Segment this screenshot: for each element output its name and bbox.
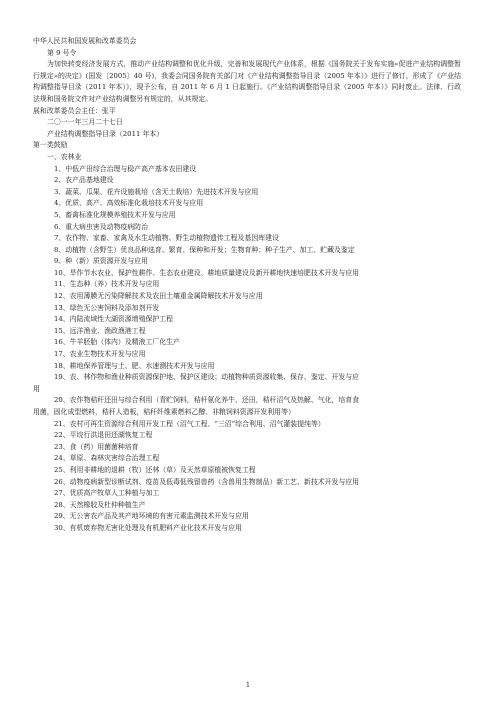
list-item: 23、食（药）用菌菌种培育	[54, 442, 139, 451]
catalog-title: 产业结构调整指导目录（2011 年本）	[47, 129, 164, 138]
list-item: 24、草原、森林灾害综合治理工程	[54, 454, 160, 463]
list-item: 16、牛羊胚胎（体内）及精液工厂化生产	[54, 338, 180, 347]
list-item: 10、旱作节水农业、保护性耕作、生态农业建设、耕地质量建设及新开耕地快速培肥技术开发与应用	[54, 268, 360, 277]
list-item: 8、动植物（含野生）优良品种选育、繁育、保种和开发；生物育种；种子生产、加工、贮藏及鉴定	[54, 245, 355, 254]
list-item: 3、蔬菜、瓜果、花卉设施栽培（含无土栽培）先进技术开发与应用	[54, 187, 259, 196]
list-item: 12、农用薄膜无污染降解技术及农田土壤重金属降解技术开发与应用	[54, 292, 263, 301]
list-item: 4、优质、高产、高效标准化栽培技术开发与应用	[54, 199, 204, 208]
list-item: 9、种（新）质资源开发与应用	[54, 257, 148, 266]
category-heading: 第一类鼓励	[33, 141, 68, 150]
page-number: 1	[245, 681, 251, 689]
list-item: 14、内陆流域性大湖资源增殖保护工程	[54, 315, 174, 324]
list-item: 17、农业生物技术开发与应用	[54, 350, 146, 359]
signature-line: 展和改革委员会主任：张平	[33, 106, 116, 115]
list-item: 29、无公害农产品及其产地环境的有害元素监测技术开发与应用	[54, 512, 249, 521]
list-item: 30、有机废弃物无害化处理及有机肥料产业化技术开发与应用	[54, 523, 242, 532]
list-item: 7、农作物、家畜、家禽及水生动植物、野生动植物遗传工程及基因库建设	[54, 234, 279, 243]
order-number: 第 9 号令	[47, 48, 77, 57]
list-item: 22、平垸行洪退田还湖恢复工程	[54, 431, 153, 440]
list-item: 1、中低产田综合治理与稳产高产基本农田建设	[54, 164, 197, 173]
list-item-continuation: 用菌，固化成型燃料，秸秆人造板，秸秆纤维素燃料乙醇、非粮饲料资源开发利用等）	[33, 408, 295, 416]
list-item: 13、绿色无公害饲料及添加剂开发	[54, 303, 160, 312]
list-item: 27、优质高产牧草人工种植与加工	[54, 489, 160, 498]
list-item: 2、农产品基地建设	[54, 176, 114, 185]
list-item: 28、天然橡胶及杜仲种植生产	[54, 500, 146, 509]
issuing-organization: 中华人民共和国发展和改革委员会	[33, 37, 137, 45]
list-item: 26、动物疫病新型诊断试剂、疫苗及低毒低残留兽药（含兽用生物制品）新工艺、新技术开发与应用	[54, 477, 360, 486]
intro-paragraph: 为加快转变经济发展方式，推动产业结构调整和优化升级，完善和发展现代产业体系，根据《国务院关于发布实施«促进产业结构调整暂行规定»的决定》(国发〔2005〕40 号)，我委会同国务院有关部门对《产业结构调整指导目录（2005 年本）》进行了修订，形成了《产业结构调整指导目录（2011 年本）》，现予公布，自 2011 年 6 月 1 日起施行。《产业结构调整指导目录（2005 年本）》同时废止。法律、行政法规和国务院文件对产业结构调整另有规定的，从其规定。	[33, 60, 461, 103]
section-heading: 一、农林业	[47, 152, 82, 161]
document-body	[33, 36, 461, 535]
list-item: 5、畜禽标准化规模养殖技术开发与应用	[54, 210, 176, 219]
list-item: 19、农、林作物和渔业种质资源保护地、保护区建设；动植物种质资源收集、保存、鉴定、开发与应	[54, 373, 360, 382]
list-item: 6、重大病虫害及动物疫病防治	[54, 222, 148, 231]
list-item-continuation: 用	[33, 384, 40, 393]
list-item: 20、农作物秸秆还田与综合利用（青贮饲料，秸秆氨化养牛、还田，秸秆沼气及热解、气化，培育食	[54, 396, 360, 405]
list-item: 25、利用非耕地的退耕（牧）还林（草）及天然草原植被恢复工程	[54, 465, 256, 474]
list-item: 15、远洋渔业、渔政渔港工程	[54, 326, 146, 335]
item-list	[33, 164, 461, 535]
issue-date: 二〇一一年三月二十七日	[47, 118, 123, 127]
list-item: 11、生态种（养）技术开发与应用	[54, 280, 160, 289]
list-item: 18、耕地保养管理与土、肥、水速测技术开发与应用	[54, 361, 215, 370]
list-item: 21、农村可再生资源综合利用开发工程（沼气工程、“三沼”综合利用、沼气灌装提纯等）	[54, 419, 325, 428]
